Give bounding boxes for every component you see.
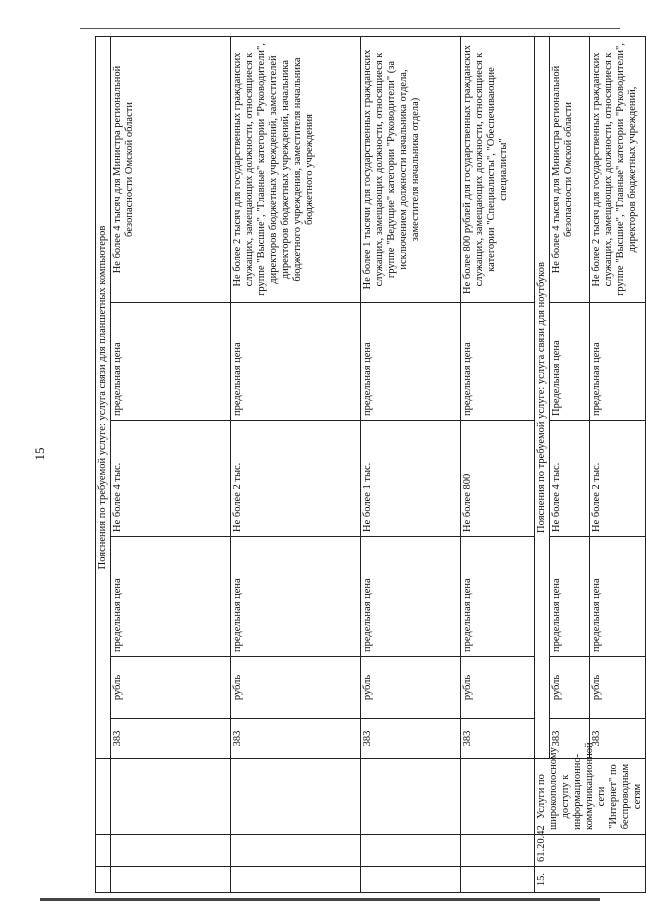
characteristic-type-2: предельная цена (461, 303, 535, 421)
characteristic-type-2: предельная цена (361, 303, 461, 421)
table-row (231, 37, 361, 893)
characteristic-value: Не более 2 тыс. (231, 421, 361, 537)
section-header-row (96, 37, 111, 893)
characteristic-type: предельная цена (361, 537, 461, 657)
blank-cell (96, 759, 111, 835)
characteristics-table (95, 36, 646, 893)
characteristic-note: Не более 4 тысяч для Министра региональной безопасности Омской области (550, 37, 590, 303)
characteristic-type: предельная цена (590, 537, 646, 657)
characteristic-type-2: предельная цена (111, 303, 231, 421)
characteristic-value: Не более 2 тыс. (590, 421, 646, 537)
item-name: Услуги по широкополосному доступу к информационно-коммуникационной сети "Интернет" по беспроводным сетям (535, 759, 646, 835)
table-row (361, 37, 461, 893)
characteristic-value: Не более 800 (461, 421, 535, 537)
characteristic-note: Не более 1 тысячи для государственных гражданских служащих, замещающих должности, относящиеся к группе "Ведущие" категории "Руководители" (за исключением должности начальника отдела, заместителя начальника отдела) (361, 37, 461, 303)
characteristic-type-2: предельная цена (590, 303, 646, 421)
section-header-row (535, 37, 550, 893)
unit-name: рубль (231, 657, 361, 719)
scan-bottom-edge (40, 898, 600, 901)
characteristic-note: Не более 4 тысяч для Министра региональной безопасности Омской области (111, 37, 231, 303)
table-row (111, 37, 231, 893)
unit-code: 383 (231, 719, 361, 759)
unit-name: рубль (550, 657, 590, 719)
characteristic-note: Не более 2 тысяч для государственных гражданских служащих, замещающих должности, относящиеся к группе "Высшие", "Главные" категории "Руководители", директоров бюджетных учреждений, заместителей директоров бюджетных учреждений, начальника бюджетного учреждения, заместителя начальника бюджетного учреждения (231, 37, 361, 303)
blank-cell (96, 835, 111, 867)
item-number: 15. (535, 867, 646, 893)
unit-code: 383 (361, 719, 461, 759)
okpd-code: 61.20.42 (535, 835, 646, 867)
characteristic-type-2: Предельная цена (550, 303, 590, 421)
unit-name: рубль (590, 657, 646, 719)
section-header-laptops: Пояснения по требуемой услуге: услуга связи для ноутбуков (535, 37, 550, 759)
section-header-tablets: Пояснения по требуемой услуге: услуга связи для планшетных компьютеров (96, 37, 111, 759)
table-row (461, 37, 535, 893)
unit-code: 383 (590, 719, 646, 759)
unit-name: рубль (461, 657, 535, 719)
characteristic-value: Не более 1 тыс. (361, 421, 461, 537)
unit-code: 383 (111, 719, 231, 759)
characteristic-type: предельная цена (461, 537, 535, 657)
page-top-edge (80, 28, 620, 29)
characteristic-type: предельная цена (231, 537, 361, 657)
rotated-table-sheet (95, 37, 643, 893)
unit-code: 383 (550, 719, 590, 759)
characteristic-type-2: предельная цена (231, 303, 361, 421)
characteristic-note: Не более 2 тысяч для государственных гражданских служащих, замещающих должности, относящиеся к группе "Высшие", "Главные" категории "Руководители", директоров бюджетных учреждений, (590, 37, 646, 303)
characteristic-type: предельная цена (550, 537, 590, 657)
page-number: 15 (32, 447, 47, 461)
characteristic-type: предельная цена (111, 537, 231, 657)
characteristic-note: Не более 800 рублей для государственных гражданских служащих, замещающих должности, относящиеся к категории "Специалисты", "Обеспечивающие специалисты" (461, 37, 535, 303)
blank-cell (96, 867, 111, 893)
unit-name: рубль (111, 657, 231, 719)
characteristic-value: Не более 4 тыс. (111, 421, 231, 537)
unit-code: 383 (461, 719, 535, 759)
unit-name: рубль (361, 657, 461, 719)
characteristic-value: Не более 4 тыс. (550, 421, 590, 537)
